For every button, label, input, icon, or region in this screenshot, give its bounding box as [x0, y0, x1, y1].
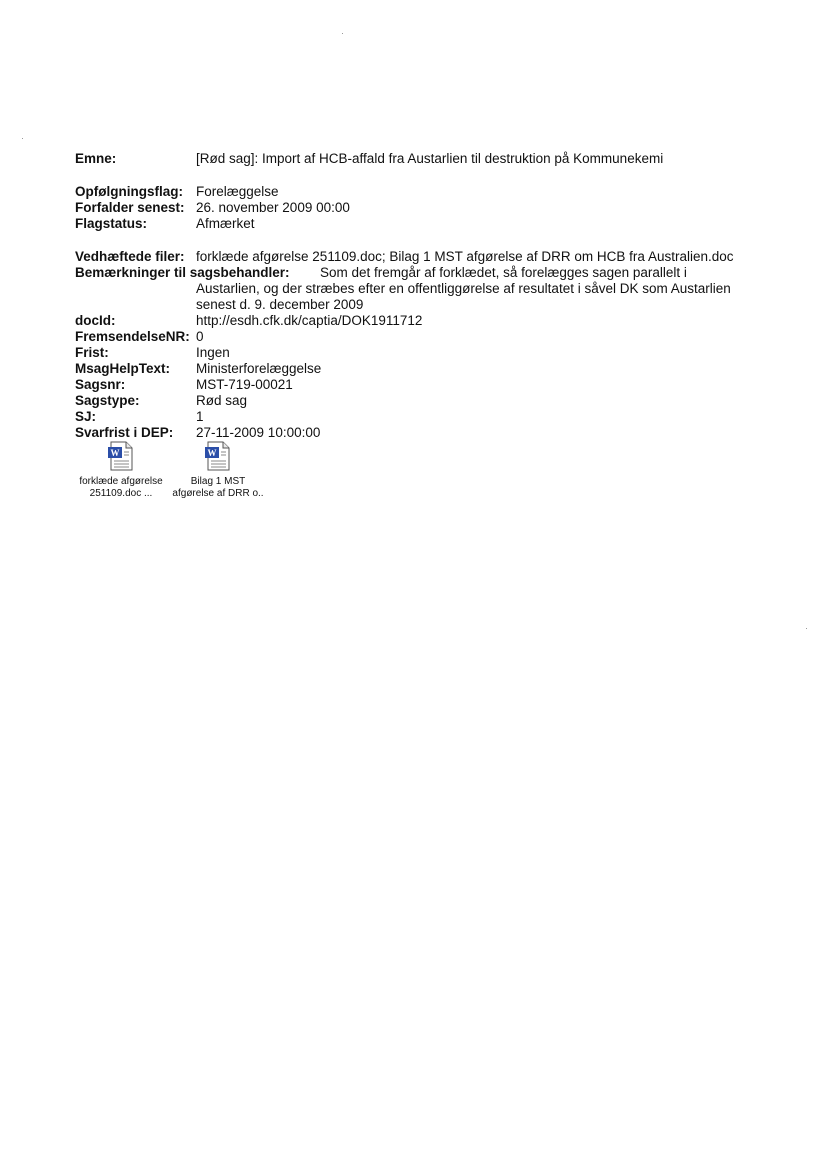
followup-flag-row	[75, 184, 279, 200]
fremsendelse-value: 0	[196, 329, 204, 344]
remarks-row	[75, 265, 687, 281]
sagsnr-label: Sagsnr:	[75, 377, 126, 392]
fremsendelse-label: FremsendelseNR:	[75, 329, 190, 344]
followup-flag-value: Forelæggelse	[196, 184, 279, 199]
word-document-icon	[105, 440, 137, 472]
sagstype-row	[75, 393, 248, 409]
sagstype-label: Sagstype:	[75, 393, 140, 408]
sagsnr-value: MST-719-00021	[196, 377, 293, 392]
due-value: 26. november 2009 00:00	[196, 200, 350, 215]
due-row	[75, 200, 350, 216]
attachment-2[interactable]	[168, 440, 268, 500]
frist-row	[75, 345, 230, 361]
fremsendelse-row	[75, 329, 204, 345]
frist-value: Ingen	[196, 345, 230, 360]
subject-value: [Rød sag]: Import af HCB-affald fra Austarlien til destruktion på Kommunekemi	[196, 151, 664, 166]
flag-status-value: Afmærket	[196, 216, 255, 231]
attachment-1-caption-line-2: 251109.doc ...	[89, 488, 153, 499]
remarks-line-3: senest d. 9. december 2009	[196, 297, 364, 312]
svg-text:W: W	[207, 448, 217, 458]
remarks-line-1: Som det fremgår af forklædet, så forelægges sagen parallelt i	[320, 265, 687, 280]
attachments-label: Vedhæftede filer:	[75, 249, 185, 264]
svarfrist-row	[75, 425, 321, 441]
msaghelp-value: Ministerforelæggelse	[196, 361, 322, 376]
attachment-2-caption-line-2: afgørelse af DRR o..	[172, 488, 264, 499]
flag-status-label: Flagstatus:	[75, 216, 148, 231]
followup-flag-label: Opfølgningsflag:	[75, 184, 183, 199]
sagstype-value: Rød sag	[196, 393, 248, 408]
attachment-1-caption-line-1: forklæde afgørelse	[79, 476, 163, 487]
scan-speck	[806, 628, 807, 629]
svg-text:W: W	[110, 448, 120, 458]
scan-speck	[342, 33, 343, 34]
attachment-1[interactable]	[71, 440, 171, 500]
docid-row	[75, 313, 423, 329]
subject-label: Emne:	[75, 151, 117, 166]
sj-row	[75, 409, 204, 425]
docid-value: http://esdh.cfk.dk/captia/DOK1911712	[196, 313, 423, 328]
sagsnr-row	[75, 377, 293, 393]
sj-label: SJ:	[75, 409, 97, 424]
docid-label: docId:	[75, 313, 116, 328]
svarfrist-label: Svarfrist i DEP:	[75, 425, 174, 440]
remarks-line-2: Austarlien, og der stræbes efter en offentliggørelse af resultatet i såvel DK som Austarlien	[196, 281, 731, 296]
word-document-icon	[202, 440, 234, 472]
attachment-2-caption-line-1: Bilag 1 MST	[190, 476, 246, 487]
msaghelp-label: MsagHelpText:	[75, 361, 171, 376]
msaghelp-row	[75, 361, 322, 377]
svarfrist-value: 27-11-2009 10:00:00	[196, 425, 321, 440]
frist-label: Frist:	[75, 345, 109, 360]
flag-status-row	[75, 216, 255, 232]
scan-speck	[22, 138, 23, 139]
sj-value: 1	[196, 409, 204, 424]
attachments-row	[75, 249, 734, 265]
due-label: Forfalder senest:	[75, 200, 185, 215]
remarks-label: Bemærkninger til sagsbehandler:	[75, 265, 290, 280]
subject-row	[75, 151, 664, 167]
attachments-value: forklæde afgørelse 251109.doc; Bilag 1 MST afgørelse af DRR om HCB fra Australien.doc	[196, 249, 734, 264]
